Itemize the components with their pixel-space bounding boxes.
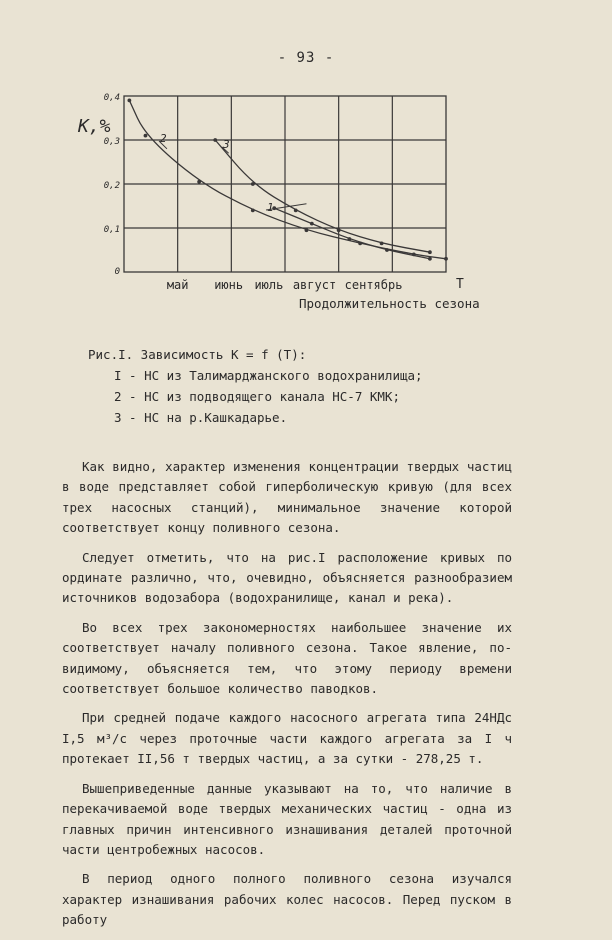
series-line-1 [274, 208, 430, 259]
chart [0, 0, 612, 320]
series-label-2: 2 [160, 132, 167, 145]
paragraph: При средней подаче каждого насосного агрегата типа 24НДс I,5 м³/с через проточные части каждого агрегата за I ч протекает II,56 т твердых частиц, а за сутки - 278,25 т. [62, 710, 512, 767]
chart-labels [159, 132, 306, 214]
x-tick-label: июнь [214, 278, 244, 292]
y-axis-label: К,% [78, 116, 111, 137]
paragraph: В период одного полного поливного сезона изучался характер изнашивания рабочих колес насосов. Перед пуском в работу [62, 871, 512, 928]
x-tick-label: май [166, 278, 189, 292]
series-point-2 [444, 257, 448, 261]
series-point-2 [127, 99, 131, 103]
series-point-3 [213, 138, 217, 142]
y-tick-label: 0,3 [103, 137, 120, 147]
series-point-3 [428, 250, 432, 254]
chart-series [127, 99, 447, 261]
series-label-3: 3 [223, 138, 230, 151]
legend-item-1: I - НС из Талимарджанского водохранилища; [114, 368, 423, 383]
series-point-2 [305, 228, 309, 232]
series-point-3 [251, 182, 255, 186]
series-point-1 [428, 257, 432, 261]
legend-item-3: 3 - НС на р.Кашкадарье. [114, 410, 288, 425]
y-tick-label: 0 [114, 267, 120, 277]
y-tick-label: 0,2 [103, 181, 120, 191]
series-point-3 [380, 242, 384, 246]
series-line-2 [129, 100, 446, 258]
x-axis-label: Т [456, 277, 464, 292]
page-number: - 93 - [277, 50, 335, 66]
series-label-1: 1 [267, 201, 274, 214]
paragraph: Вышеприведенные данные указывают на то, что наличие в перекачиваемой воде твердых механических частиц - одна из главных причин интенсивного изнашивания деталей проточной части центробежных насосов. [62, 780, 512, 857]
series-point-2 [412, 253, 416, 257]
figure-caption [88, 344, 558, 428]
x-axis-title: Продолжительность сезона [299, 296, 480, 311]
legend-item-2: 2 - НС из подводящего канала НС-7 КМК; [114, 389, 400, 404]
series-line-3 [215, 140, 430, 252]
x-tick-label: июль [254, 278, 284, 292]
series-point-2 [197, 180, 201, 184]
series-point-2 [251, 209, 255, 213]
x-tick-label: сентябрь [344, 278, 403, 292]
series-point-1 [310, 222, 314, 226]
y-tick-label: 0,4 [103, 93, 120, 103]
x-tick-label: август [292, 278, 337, 292]
caption-title: Рис.I. Зависимость К = f (Т): [88, 347, 307, 362]
series-point-2 [358, 242, 362, 246]
paragraph: Следует отметить, что на рис.I расположение кривых по ординате различно, что, очевидно, объясняется разнообразием источников водозабора (водохранилище, канал и река). [62, 549, 512, 606]
series-point-2 [144, 134, 148, 138]
paragraph: Во всех трех закономерностях наибольшее значение их соответствует началу поливного сезона. Такое явление, по-видимому, объясняется тем, что этому периоду времени соответствует большое количество паводков. [62, 619, 512, 697]
series-point-3 [337, 228, 341, 232]
series-point-3 [294, 209, 298, 213]
paragraph: Как видно, характер изменения концентрации твердых частиц в воде представляет собой гиперболическую кривую (для всех трех насосных станций), минимальное значение которой соответствует концу поливного сезона. [62, 459, 512, 536]
y-tick-label: 0,1 [103, 225, 120, 235]
chart-axes [77, 93, 480, 311]
body-text [62, 457, 512, 940]
